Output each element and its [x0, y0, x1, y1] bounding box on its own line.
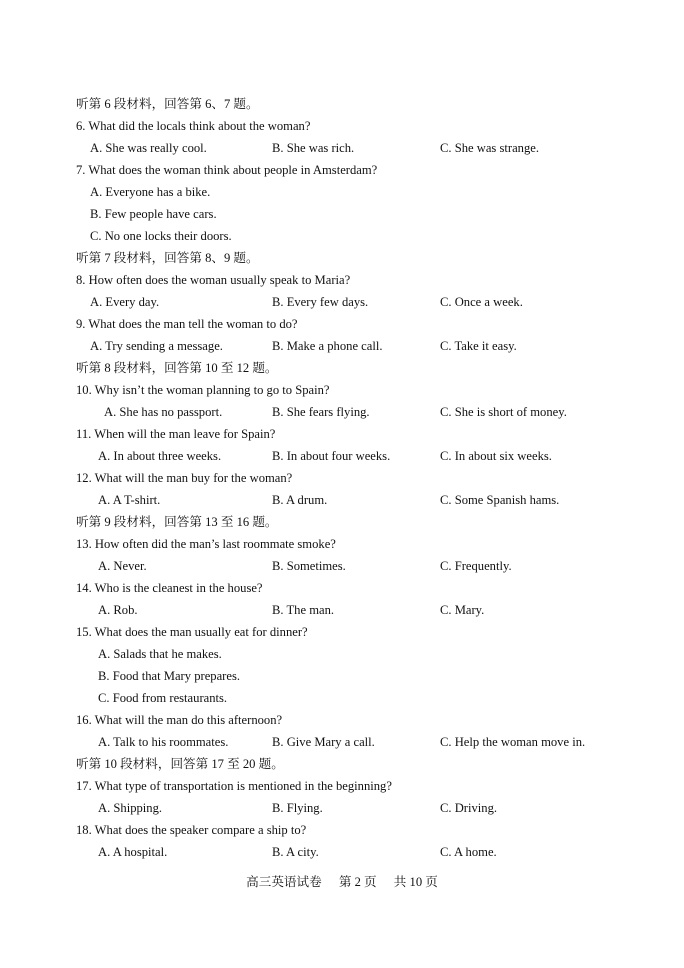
option-b: B. Every few days.: [272, 295, 369, 309]
question-stem: 7. What does the woman think about people in Amsterdam?: [76, 163, 378, 177]
section-heading: 听第 9 段材料，回答第 13 至 16 题。: [76, 515, 278, 529]
options-row: [0, 138, 684, 158]
question-stem: 8. How often does the woman usually speak to Maria?: [76, 273, 351, 287]
option-row: [0, 226, 684, 246]
option-c: C. Driving.: [440, 801, 498, 815]
question-stem: 15. What does the man usually eat for dinner?: [76, 625, 308, 639]
section-heading: 听第 8 段材料，回答第 10 至 12 题。: [76, 361, 278, 375]
option-row: [0, 644, 684, 664]
option-b: B. Give Mary a call.: [272, 735, 375, 749]
option-row: [0, 666, 684, 686]
question-stem: 9. What does the man tell the woman to do?: [76, 317, 298, 331]
option-c: C. A home.: [440, 845, 497, 859]
options-row: [0, 732, 684, 752]
options-row: [0, 490, 684, 510]
options-row: [0, 446, 684, 466]
option-b: B. She was rich.: [272, 141, 355, 155]
section-heading: 听第 6 段材料，回答第 6、7 题。: [76, 97, 259, 111]
options-row: [0, 600, 684, 620]
option-a: A. Every day.: [90, 295, 160, 309]
section-heading: 听第 10 段材料，回答第 17 至 20 题。: [76, 757, 284, 771]
option-c: C. She was strange.: [440, 141, 539, 155]
options-row: [0, 292, 684, 312]
option-row: [0, 688, 684, 708]
option-c: C. In about six weeks.: [440, 449, 552, 463]
option-c: C. She is short of money.: [440, 405, 567, 419]
question-stem: 10. Why isn’t the woman planning to go to Spain?: [76, 383, 330, 397]
option-b: B. In about four weeks.: [272, 449, 391, 463]
option-a: A. Try sending a message.: [90, 339, 223, 353]
options-row: [0, 556, 684, 576]
option-c: C. Take it easy.: [440, 339, 517, 353]
option-b: B. A drum.: [272, 493, 328, 507]
option-c: C. Frequently.: [440, 559, 512, 573]
option-b: B. Flying.: [272, 801, 323, 815]
question-stem: 12. What will the man buy for the woman?: [76, 471, 293, 485]
option-c: C. Help the woman move in.: [440, 735, 586, 749]
option-c: C. Once a week.: [440, 295, 523, 309]
question-stem: 11. When will the man leave for Spain?: [76, 427, 276, 441]
options-row: [0, 842, 684, 862]
option-b: B. Make a phone call.: [272, 339, 383, 353]
option-b: B. A city.: [272, 845, 319, 859]
footer-total-pages: 共 10 页: [393, 875, 438, 889]
option-a: A. In about three weeks.: [98, 449, 222, 463]
option-a: A. Talk to his roommates.: [98, 735, 229, 749]
option-b: B. The man.: [272, 603, 335, 617]
option-row: [0, 182, 684, 202]
option-c: C. Mary.: [440, 603, 485, 617]
option-c: C. Some Spanish hams.: [440, 493, 560, 507]
option-c: C. No one locks their doors.: [90, 229, 232, 243]
options-row: [0, 402, 684, 422]
options-row: [0, 798, 684, 818]
question-stem: 16. What will the man do this afternoon?: [76, 713, 283, 727]
question-stem: 14. Who is the cleanest in the house?: [76, 581, 263, 595]
option-a: A. She has no passport.: [104, 405, 223, 419]
option-a: A. Rob.: [98, 603, 138, 617]
option-row: [0, 204, 684, 224]
option-b: B. Sometimes.: [272, 559, 346, 573]
page-footer: [0, 872, 684, 892]
question-stem: 18. What does the speaker compare a ship to?: [76, 823, 307, 837]
question-stem: 17. What type of transportation is mentioned in the beginning?: [76, 779, 392, 793]
option-a: A. Shipping.: [98, 801, 163, 815]
option-a: A. Never.: [98, 559, 147, 573]
options-row: [0, 336, 684, 356]
question-stem: 6. What did the locals think about the woman?: [76, 119, 311, 133]
option-a: A. She was really cool.: [90, 141, 207, 155]
footer-page-number: 第 2 页: [338, 875, 377, 889]
option-b: B. Food that Mary prepares.: [98, 669, 240, 683]
option-a: A. Salads that he makes.: [98, 647, 222, 661]
option-b: B. She fears flying.: [272, 405, 370, 419]
option-c: C. Food from restaurants.: [98, 691, 228, 705]
option-b: B. Few people have cars.: [90, 207, 217, 221]
option-a: A. A hospital.: [98, 845, 168, 859]
section-heading: 听第 7 段材料，回答第 8、9 题。: [76, 251, 259, 265]
option-a: A. A T-shirt.: [98, 493, 161, 507]
question-stem: 13. How often did the man’s last roommate smoke?: [76, 537, 336, 551]
option-a: A. Everyone has a bike.: [90, 185, 211, 199]
footer-title: 高三英语试卷: [246, 875, 322, 889]
